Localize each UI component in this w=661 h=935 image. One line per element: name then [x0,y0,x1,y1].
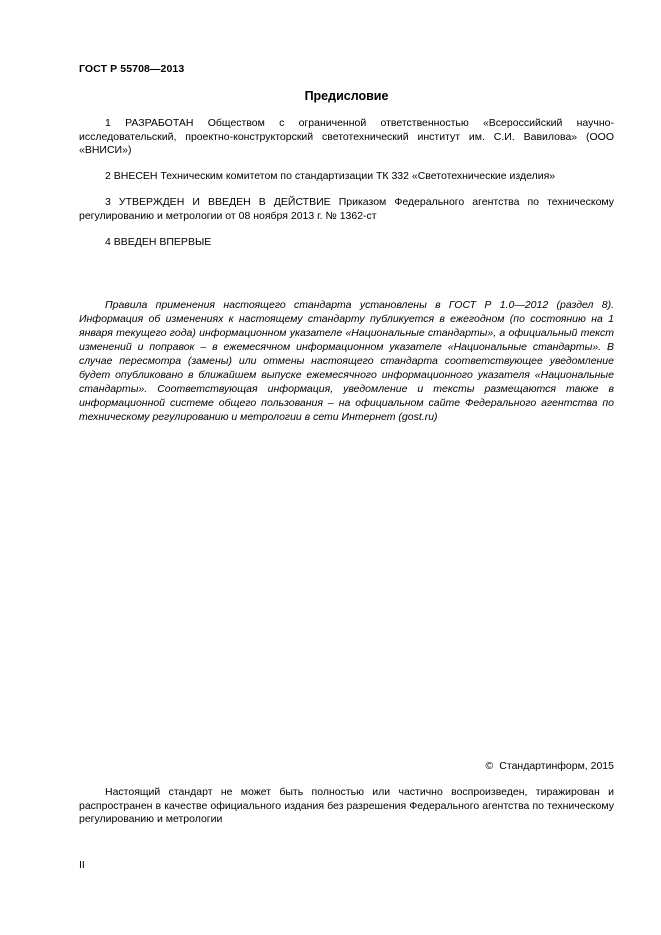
document-code: ГОСТ Р 55708—2013 [79,63,185,75]
section-title: Предисловие [304,89,389,103]
application-rules-notice: Правила применения настоящего стандарта установлены в ГОСТ Р 1.0—2012 (раздел 8). Информация об изменениях к настоящему стандарту публикуется в ежегодном (по состоянию на 1 января текущего года) информационном указателе «Национальные стандарты», а официальный текст изменений и поправок – в ежемесячном информационном указателе «Национальные стандарты». В случае пересмотра (замены) или отмены настоящего стандарта соответствующее уведомление будет опубликовано в ближайшем выпуске ежемесячного информационного указателя «Национальные стандарты». Соответствующая информация, уведомление и тексты размещаются также в информационной системе общего пользования – на официальном сайте Федерального агентства по техническому регулированию и метрологии в сети Интернет (gost.ru) [79,299,614,423]
paragraph-approved: 3 УТВЕРЖДЕН И ВВЕДЕН В ДЕЙСТВИЕ Приказом Федерального агентства по техническому регулированию и метрологии от 08 ноября 2013 г. № 1362-ст [79,196,614,222]
paragraph-developed-by: 1 РАЗРАБОТАН Обществом с ограниченной ответственностью «Всероссийский научно-исследовательский, проектно-конструкторский светотехнический институт им. С.И. Вавилова» (ООО «ВНИСИ») [79,117,614,156]
copyright-icon: © [485,760,494,772]
page-number: II [79,859,85,871]
paragraph-first-introduced: 4 ВВЕДЕН ВПЕРВЫЕ [105,236,212,248]
paragraph-introduced-by: 2 ВНЕСЕН Техническим комитетом по стандартизации ТК 332 «Светотехнические изделия» [105,170,556,182]
reprint-restriction-notice: Настоящий стандарт не может быть полностью или частично воспроизведен, тиражирован и распространен в качестве официального издания без разрешения Федерального агентства по техническому регулированию и метрологии [79,786,614,825]
copyright-line [486,760,614,774]
copyright-text: Стандартинформ, 2015 [499,760,614,772]
